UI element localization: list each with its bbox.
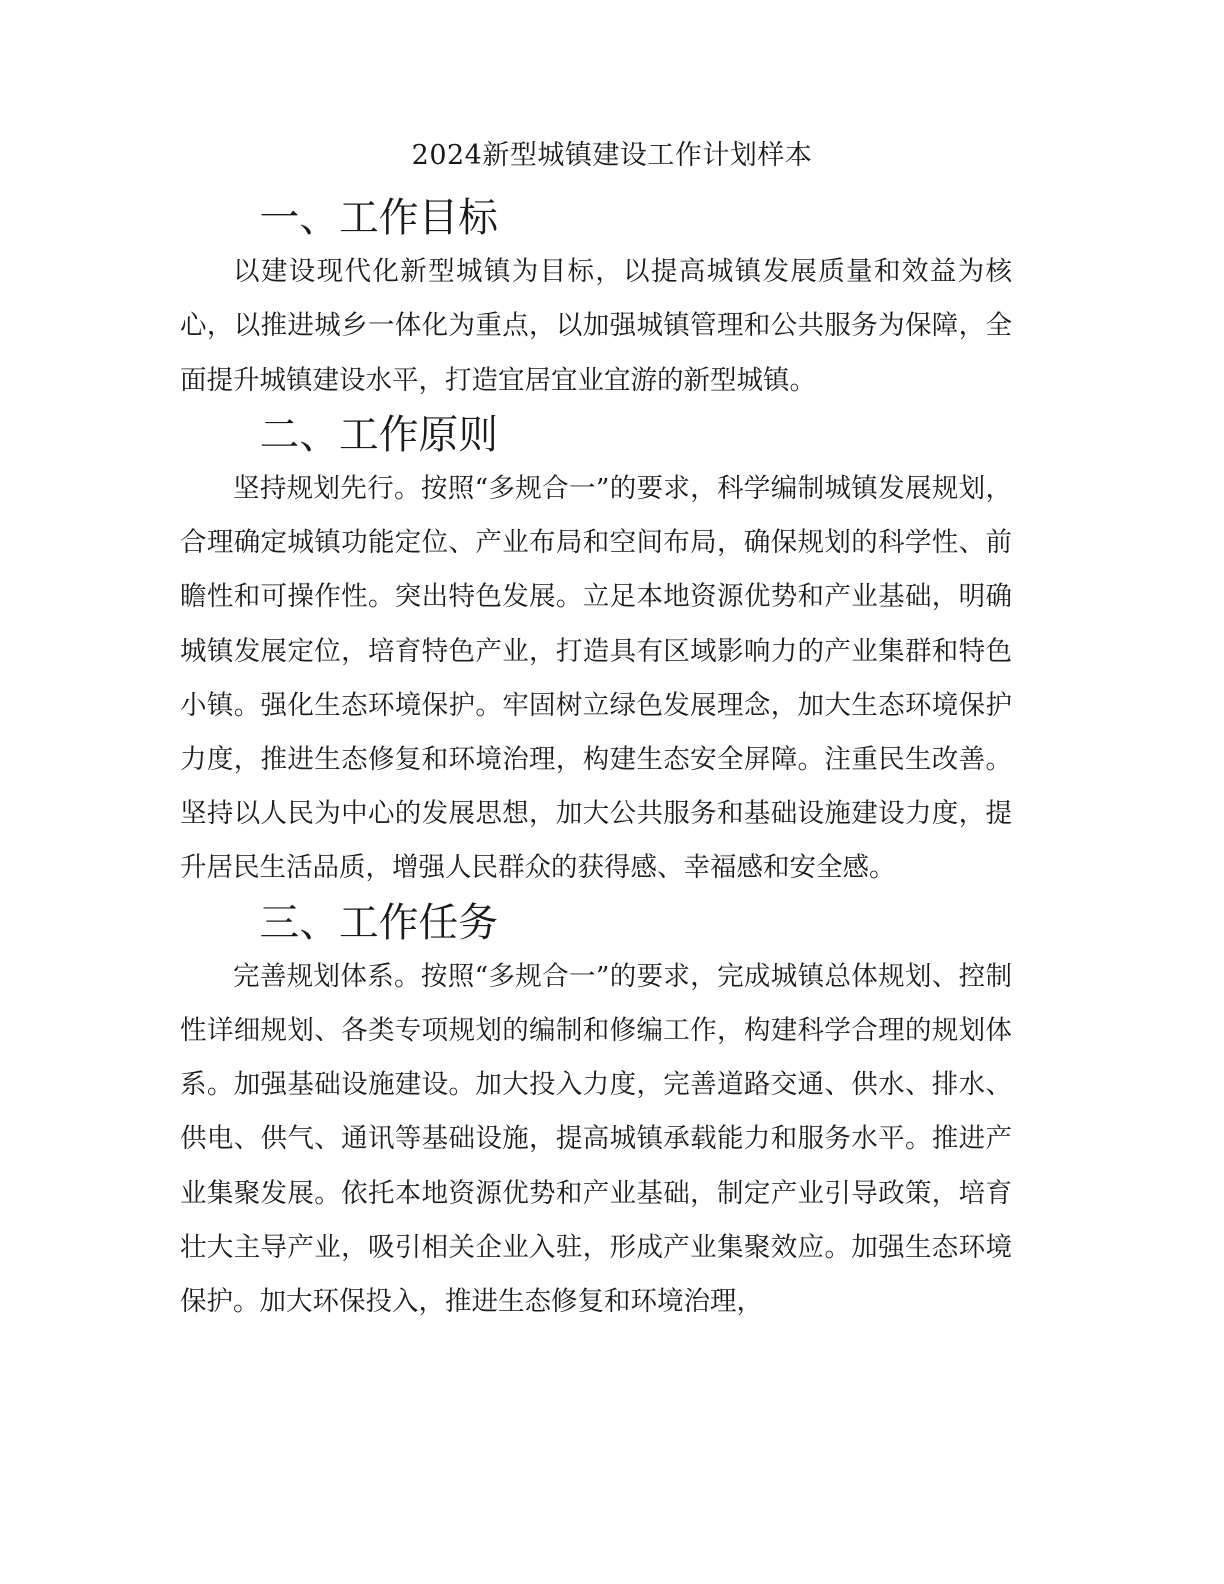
section-heading-tasks: 三、工作任务 — [259, 899, 499, 946]
section-heading-goals: 一、工作目标 — [259, 195, 499, 241]
section-paragraph-principles: 坚持规划先行。按照“多规合一”的要求，科学编制城镇发展规划，合理确定城镇功能定位、产业布局和空间布局，确保规划的科学性、前瞻性和可操作性。突出特色发展。立足本地资源优势和产业基础，明确城镇发展定位，培育特色产业，打造具有区域影响力的产业集群和特色小镇。强化生态环境保护。牢固树立绿色发展理念，加大生态环境保护力度，推进生态修复和环境治理，构建生态安全屏障。注重民生改善。坚持以人民为中心的发展思想，加大公共服务和基础设施建设力度，提升居民生活品质，增强人民群众的获得感、幸福感和安全感。 — [180, 473, 1012, 884]
section-paragraph-tasks: 完善规划体系。按照“多规合一”的要求，完成城镇总体规划、控制性详细规划、各类专项规划的编制和修编工作，构建科学合理的规划体系。加强基础设施建设。加大投入力度，完善道路交通、供水、排水、供电、供气、通讯等基础设施，提高城镇承载能力和服务水平。推进产业集聚发展。依托本地资源优势和产业基础，制定产业引导政策，培育壮大主导产业，吸引相关企业入驻，形成产业集聚效应。加强生态环境保护。加大环保投入，推进生态修复和环境治理， — [180, 960, 1012, 1318]
document-body — [180, 191, 1012, 1329]
document-title: 2024新型城镇建设工作计划样本 — [411, 140, 813, 171]
section-heading-principles: 二、工作原则 — [259, 411, 499, 458]
section-paragraph-goals: 以建设现代化新型城镇为目标，以提高城镇发展质量和效益为核心，以推进城乡一体化为重点，以加强城镇管理和公共服务为保障，全面提升城镇建设水平，打造宜居宜业宜游的新型城镇。 — [180, 256, 1012, 396]
